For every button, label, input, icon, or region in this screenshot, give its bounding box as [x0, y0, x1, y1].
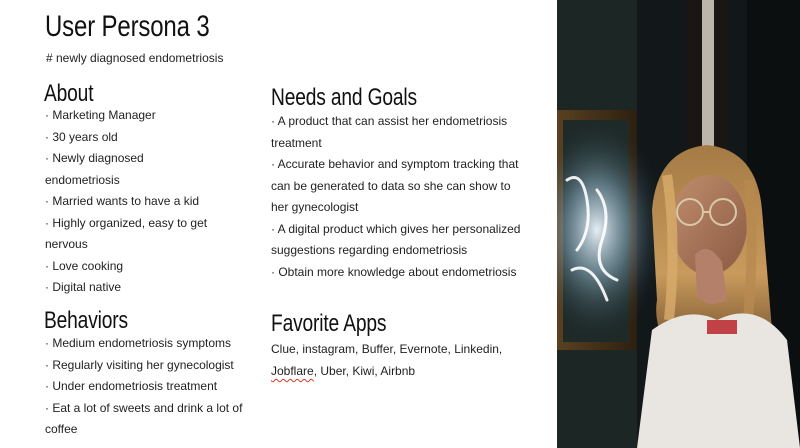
persona-photo-illustration: [557, 0, 800, 448]
page-subtitle: # newly diagnosed endometriosis: [46, 51, 224, 65]
behaviors-list: [45, 333, 257, 441]
page-title: User Persona 3: [45, 10, 210, 43]
about-heading: About: [44, 80, 94, 107]
list-item: · Accurate behavior and symptom tracking that can be generated to data so she can show to her gynecologist: [271, 157, 519, 214]
favorite-apps-text: [271, 338, 521, 382]
list-item: · Obtain more knowledge about endometriosis: [271, 264, 517, 279]
list-item: · Medium endometriosis symptoms: [45, 336, 232, 350]
needs-goals-heading: Needs and Goals: [271, 84, 417, 111]
about-list: [45, 105, 250, 299]
behaviors-heading: Behaviors: [44, 307, 128, 334]
list-item: · Married wants to have a kid: [45, 194, 200, 208]
apps-text-start: Clue, instagram, Buffer, Evernote, Linkedin,: [271, 342, 503, 356]
list-item: · Eat a lot of sweets and drink a lot of coffee: [45, 400, 243, 436]
persona-photo: [557, 0, 800, 448]
apps-text-end: , Uber, Kiwi, Airbnb: [313, 364, 416, 378]
list-item: · A digital product which gives her personalized suggestions regarding endometriosis: [271, 221, 521, 257]
list-item: · Under endometriosis treatment: [45, 379, 218, 393]
list-item: · Marketing Manager: [45, 108, 156, 122]
misspelled-word: Jobflare: [271, 364, 314, 378]
list-item: · Highly organized, easy to get nervous: [45, 215, 208, 251]
list-item: · Newly diagnosed endometriosis: [45, 151, 144, 187]
list-item: · Digital native: [45, 280, 122, 294]
needs-goals-list: [271, 111, 533, 283]
list-item: · 30 years old: [45, 129, 118, 144]
list-item: · Regularly visiting her gynecologist: [45, 357, 234, 372]
list-item: · Love cooking: [45, 258, 124, 273]
favorite-apps-heading: Favorite Apps: [271, 310, 387, 337]
list-item: · A product that can assist her endometriosis treatment: [271, 114, 508, 150]
